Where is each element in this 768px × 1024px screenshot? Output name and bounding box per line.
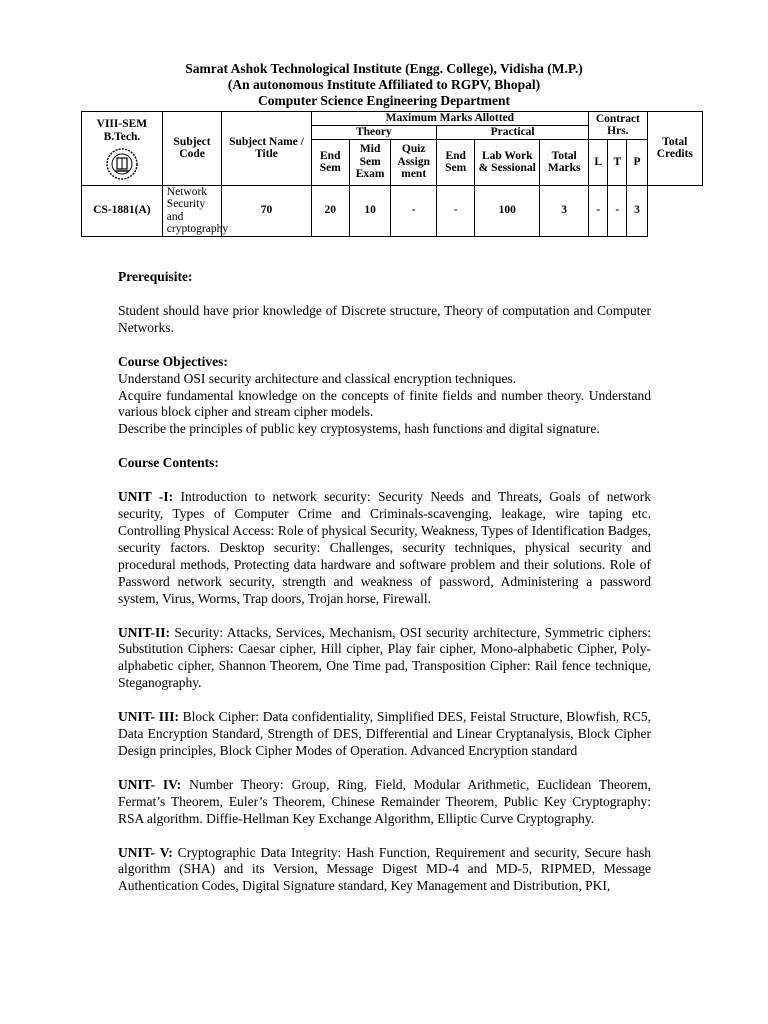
syllabus-content [118, 269, 651, 895]
unit-1 [118, 489, 651, 607]
unit-text: Cryptographic Data Integrity: Hash Function, Requirement and security, Secure hash algorithm (SHA) and its Version, Message Digest MD-4 and MD-5, RIPMED, Message Authentication Codes, Digital Signature standard, Key Management and Distribution, PKI, [118, 844, 651, 894]
unit-label: UNIT -I: [118, 489, 174, 505]
prerequisite-text: Student should have prior knowledge of Discrete structure, Theory of computation and Computer Networks. [118, 302, 651, 335]
subject-name-header: Subject Name / Title [222, 112, 311, 186]
unit-2 [118, 625, 651, 693]
unit-5 [118, 845, 651, 896]
unit-text: Block Cipher: Data confidentiality, Simplified DES, Feistal Structure, Blowfish, RC5, Data Encryption Standard, Strength of DES, Differential and Linear Cryptanalysis, Block Cipher Design principles, Block Cipher Modes of Operation. Advanced Encryption standard [118, 709, 651, 758]
unit-text: Introduction to network security: Security Needs and Threats, Goals of network security, Types of Computer Crime and Criminals-scavenging, leakage, wire taping etc. Controlling Physical Access: Role of physical Security, Weakness, Types of Identification Badges, security factors. Desktop security: Challenges, security techniques, physical security and procedural methods, Protecting data hardware and software problem and their solutions. Role of Password network security, strength and weakness of password, Administering a password system, Virus, Worms, Trap doors, Trojan horse, Firewall. [118, 489, 651, 606]
marks-table [81, 111, 703, 237]
unit-text: Number Theory: Group, Ring, Field, Modular Arithmetic, Euclidean Theorem, Fermat’s Theorem, Euler’s Theorem, Chinese Remainder Theorem, Public Key Cryptography: RSA algorithm. Diffie-Hellman Key Exchange Algorithm, Elliptic Curve Cryptography. [118, 776, 651, 826]
unit-3 [118, 709, 651, 760]
unit-4 [118, 777, 651, 828]
unit-text: Security: Attacks, Services, Mechanism, OSI security architecture, Symmetric ciphers: Substitution Ciphers: Caesar cipher, Hill cipher, Play fair cipher, Mono-alphabetic Cipher, Poly-alphabetic cipher, Shannon Theorem, One Time pad, Transposition Cipher: Rail fence technique, Steganography. [118, 624, 651, 691]
practical-end-sem-header: End Sem [437, 139, 475, 185]
unit-label: UNIT- IV: [118, 776, 182, 792]
total-marks-header: Total Marks [540, 139, 589, 185]
tutorial-value: - [589, 185, 608, 236]
credits-value: 3 [627, 185, 647, 236]
quiz-header: Quiz Assign ment [391, 139, 437, 185]
lecture-header: L [589, 139, 608, 185]
institute-logo-icon [105, 147, 139, 181]
practical-header: Practical [437, 125, 589, 139]
unit-label: UNIT- V: [118, 844, 173, 860]
subject-code-header: Subject Code [162, 112, 222, 186]
institute-name: Samrat Ashok Technological Institute (Engg. College), Vidisha (M.P.) [185, 61, 583, 76]
total-marks-value: 100 [475, 185, 540, 236]
mid-sem-value: 20 [311, 185, 349, 236]
end-sem-header: End Sem [311, 139, 349, 185]
prerequisite-heading: Prerequisite: [118, 269, 193, 284]
department-name: Computer Science Engineering Department [257, 93, 511, 108]
objective-item: Understand OSI security architecture and classical encryption techniques. [118, 370, 517, 386]
document-header [0, 61, 768, 109]
unit-label: UNIT-II: [118, 624, 171, 640]
semester-cell [82, 112, 163, 186]
practical-hours-header: P [627, 139, 647, 185]
practical-hours-value: - [608, 185, 627, 236]
lab-work-value: - [437, 185, 475, 236]
lab-work-header: Lab Work & Sessional [475, 139, 540, 185]
course-contents-heading: Course Contents: [118, 455, 219, 471]
objective-item: Acquire fundamental knowledge on the concepts of finite fields and number theory. Understand various block cipher and stream cipher models. [118, 387, 651, 420]
table-row [82, 185, 703, 236]
max-marks-header: Maximum Marks Allotted [311, 112, 589, 126]
objective-item: Describe the principles of public key cryptosystems, hash functions and digital signature. [118, 421, 600, 437]
unit-label: UNIT- III: [118, 709, 179, 725]
tutorial-header: T [608, 139, 627, 185]
degree-label: B.Tech. [103, 130, 141, 143]
semester-label: VIII-SEM [96, 118, 148, 130]
contract-hours-header: Contract Hrs. [589, 112, 647, 140]
objectives-heading: Course Objectives: [118, 353, 228, 369]
theory-header: Theory [311, 125, 436, 139]
lecture-value: 3 [540, 185, 589, 236]
quiz-value: 10 [349, 185, 390, 236]
mid-sem-header: Mid Sem Exam [349, 139, 390, 185]
subject-name-cell: Network Security and cryptography [162, 185, 222, 236]
total-credits-header: Total Credits [647, 112, 702, 186]
subject-code-cell: CS-1881(A) [82, 185, 163, 236]
affiliation-line: (An autonomous Institute Affiliated to RGPV, Bhopal) [227, 77, 541, 92]
practical-end-sem-value: - [391, 185, 437, 236]
end-sem-value: 70 [222, 185, 311, 236]
